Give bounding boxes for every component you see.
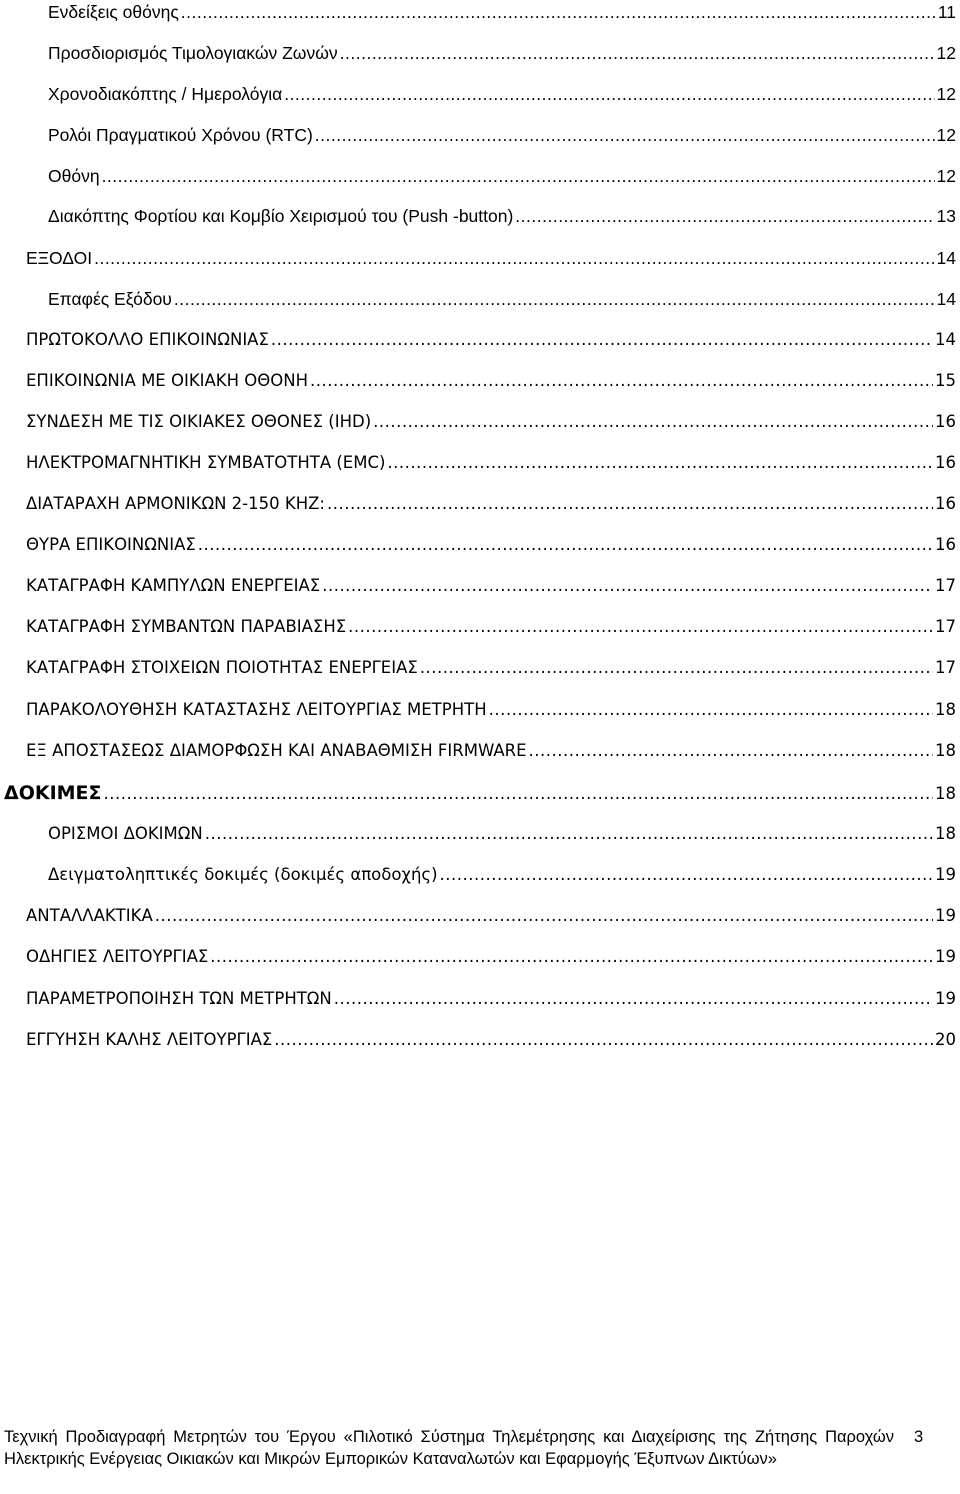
toc-entry[interactable]: [26, 329, 956, 351]
toc-entry[interactable]: [48, 165, 956, 187]
toc-leader-dots: [420, 657, 933, 679]
toc-entry[interactable]: [48, 823, 956, 845]
toc-leader-dots: [340, 42, 935, 64]
toc-leader-dots: [387, 452, 933, 474]
toc-entry[interactable]: [26, 575, 956, 597]
toc-entry[interactable]: [48, 864, 956, 886]
toc-leader-dots: [174, 288, 935, 310]
toc-entry[interactable]: [26, 493, 956, 515]
toc-entry-title: ΕΞΟΔΟΙ: [26, 248, 93, 268]
toc-entry-title: Επαφές Εξόδου: [48, 289, 172, 309]
toc-entry-title: Ρολόι Πραγματικού Χρόνου (RTC): [48, 125, 313, 145]
toc-entry-page: 19: [935, 865, 956, 884]
toc-entry-title: ΕΓΓΥΗΣΗ ΚΑΛΗΣ ΛΕΙΤΟΥΡΓΙΑΣ: [26, 1030, 273, 1049]
toc-entry-title: ΕΠΙΚΟΙΝΩΝΙΑ ΜΕ ΟΙΚΙΑΚΗ ΟΘΟΝΗ: [26, 371, 308, 390]
toc-entry[interactable]: [48, 124, 956, 146]
toc-leader-dots: [310, 370, 933, 392]
toc-leader-dots: [315, 124, 935, 146]
toc-entry-title: ΠΑΡΑΜΕΤΡΟΠΟΙΗΣΗ ΤΩΝ ΜΕΤΡΗΤΩΝ: [26, 989, 332, 1008]
toc-entry[interactable]: [48, 288, 956, 310]
toc-entry[interactable]: [26, 534, 956, 556]
toc-entry[interactable]: [26, 740, 956, 762]
toc-entry[interactable]: [26, 370, 956, 392]
toc-entry[interactable]: [26, 905, 956, 927]
toc-entry[interactable]: [48, 42, 956, 64]
toc-entry[interactable]: [26, 699, 956, 721]
toc-leader-dots: [155, 905, 933, 927]
toc-entry-title: Χρονοδιακόπτης / Ημερολόγια: [48, 84, 283, 104]
toc-entry-title: ΣΥΝΔΕΣΗ ΜΕ ΤΙΣ ΟΙΚΙΑΚΕΣ ΟΘΟΝΕΣ (IHD): [26, 412, 372, 431]
toc-entry-page: 12: [936, 84, 956, 104]
toc-entry[interactable]: [26, 247, 956, 269]
toc-entry[interactable]: [48, 1, 956, 23]
page-footer-title: Τεχνική Προδιαγραφή Μετρητών του Έργου «Πιλοτικό Σύστημα Τηλεμέτρησης και Διαχείρισης της Ζήτησης Παροχών Ηλεκτρικής Ενέργειας Οικιακών και Μικρών Εμπορικών Καταναλωτών και Εφαρμογής Έξυπνων Δικτύων»: [4, 1428, 894, 1468]
toc-leader-dots: [348, 616, 933, 638]
toc-leader-dots: [198, 534, 933, 556]
toc-entry-title: ΕΞ ΑΠΟΣΤΑΣΕΩΣ ΔΙΑΜΟΡΦΩΣΗ ΚΑΙ ΑΝΑΒΑΘΜΙΣΗ FIRMWARE: [26, 741, 527, 760]
toc-entry-page: 16: [935, 453, 956, 472]
toc-leader-dots: [334, 988, 933, 1010]
toc-leader-dots: [210, 946, 933, 968]
toc-entry-page: 12: [936, 43, 956, 63]
toc-leader-dots: [94, 247, 934, 269]
toc-entry-title: ΠΑΡΑΚΟΛΟΥΘΗΣΗ ΚΑΤΑΣΤΑΣΗΣ ΛΕΙΤΟΥΡΓΙΑΣ ΜΕΤΡΗΤΗ: [26, 700, 487, 719]
toc-leader-dots: [373, 411, 933, 433]
toc-entry-title: ΔΙΑΤΑΡΑΧΗ ΑΡΜΟΝΙΚΩΝ 2-150 KHZ:: [26, 494, 325, 513]
toc-entry-title: ΠΡΩΤΟΚΟΛΛΟ ΕΠΙΚΟΙΝΩΝΙΑΣ: [26, 330, 269, 349]
toc-entry-page: 12: [936, 125, 956, 145]
toc-entry-page: 19: [935, 947, 956, 966]
toc-entry-title: ΚΑΤΑΓΡΑΦΗ ΚΑΜΠΥΛΩΝ ΕΝΕΡΓΕΙΑΣ: [26, 576, 321, 595]
toc-entry[interactable]: [26, 657, 956, 679]
toc-entry-title: Οθόνη: [48, 166, 100, 186]
toc-entry-page: 19: [935, 906, 956, 925]
toc-chapter-entry[interactable]: [4, 782, 956, 805]
toc-entry-title: ΟΡΙΣΜΟΙ ΔΟΚΙΜΩΝ: [48, 824, 203, 843]
toc-entry[interactable]: [26, 452, 956, 474]
toc-entry-page: 16: [935, 494, 956, 513]
toc-entry-page: 14: [936, 289, 956, 309]
toc-entry-page: 17: [935, 658, 956, 677]
toc-entry-page: 18: [935, 741, 956, 760]
toc-entry-title: Προσδιορισμός Τιμολογιακών Ζωνών: [48, 43, 338, 63]
toc-entry-title: ΔΟΚΙΜΕΣ: [4, 782, 102, 804]
toc-entry[interactable]: [26, 616, 956, 638]
toc-entry-page: 19: [935, 989, 956, 1008]
toc-leader-dots: [529, 740, 933, 762]
toc-entry[interactable]: [26, 988, 956, 1010]
toc-entry-title: Δειγματοληπτικές δοκιμές (δοκιμές αποδοχής): [48, 865, 438, 884]
toc-entry-page: 12: [936, 166, 956, 186]
toc-entry-page: 17: [935, 576, 956, 595]
toc-entry-page: 14: [936, 248, 956, 268]
toc-leader-dots: [205, 823, 933, 845]
toc-entry-page: 18: [935, 784, 956, 803]
toc-entry-page: 13: [936, 206, 956, 226]
toc-entry-title: ΘΥΡΑ ΕΠΙΚΟΙΝΩΝΙΑΣ: [26, 535, 196, 554]
toc-leader-dots: [104, 783, 933, 805]
toc-entry[interactable]: [48, 83, 956, 105]
toc-leader-dots: [327, 493, 933, 515]
toc-leader-dots: [440, 864, 933, 886]
toc-entry-page: 11: [937, 2, 956, 22]
toc-entry-page: 18: [935, 700, 956, 719]
page-number: 3: [914, 1428, 924, 1446]
toc-entry[interactable]: [48, 205, 956, 227]
toc-leader-dots: [271, 329, 933, 351]
toc-leader-dots: [515, 205, 934, 227]
toc-leader-dots: [274, 1029, 933, 1051]
toc-entry-title: ΑΝΤΑΛΛΑΚΤΙΚΑ: [26, 906, 153, 925]
toc-entry-title: ΚΑΤΑΓΡΑΦΗ ΣΤΟΙΧΕΙΩΝ ΠΟΙΟΤΗΤΑΣ ΕΝΕΡΓΕΙΑΣ: [26, 658, 418, 677]
toc-entry-page: 17: [935, 617, 956, 636]
toc-entry-page: 18: [935, 824, 956, 843]
toc-leader-dots: [284, 83, 934, 105]
toc-entry-title: Διακόπτης Φορτίου και Κομβίο Χειρισμού του (Push -button): [48, 206, 514, 226]
toc-entry-title: ΟΔΗΓΙΕΣ ΛΕΙΤΟΥΡΓΙΑΣ: [26, 947, 209, 966]
toc-entry-page: 14: [935, 330, 956, 349]
toc-entry-page: 16: [935, 535, 956, 554]
toc-entry-title: Ενδείξεις οθόνης: [48, 2, 179, 22]
toc-entry-page: 16: [935, 412, 956, 431]
toc-entry-page: 15: [935, 371, 956, 390]
toc-leader-dots: [181, 1, 936, 23]
toc-entry-title: ΗΛΕΚΤΡΟΜΑΓΝΗΤΙΚΗ ΣΥΜΒΑΤΟΤΗΤΑ (EMC): [26, 453, 386, 472]
toc-entry-page: 20: [935, 1030, 956, 1049]
toc-leader-dots: [102, 165, 935, 187]
toc-entry[interactable]: [26, 411, 956, 433]
toc-entry[interactable]: [26, 946, 956, 968]
toc-leader-dots: [489, 699, 933, 721]
toc-leader-dots: [322, 575, 933, 597]
toc-entry-title: ΚΑΤΑΓΡΑΦΗ ΣΥΜΒΑΝΤΩΝ ΠΑΡΑΒΙΑΣΗΣ: [26, 617, 347, 636]
toc-entry[interactable]: [26, 1029, 956, 1051]
